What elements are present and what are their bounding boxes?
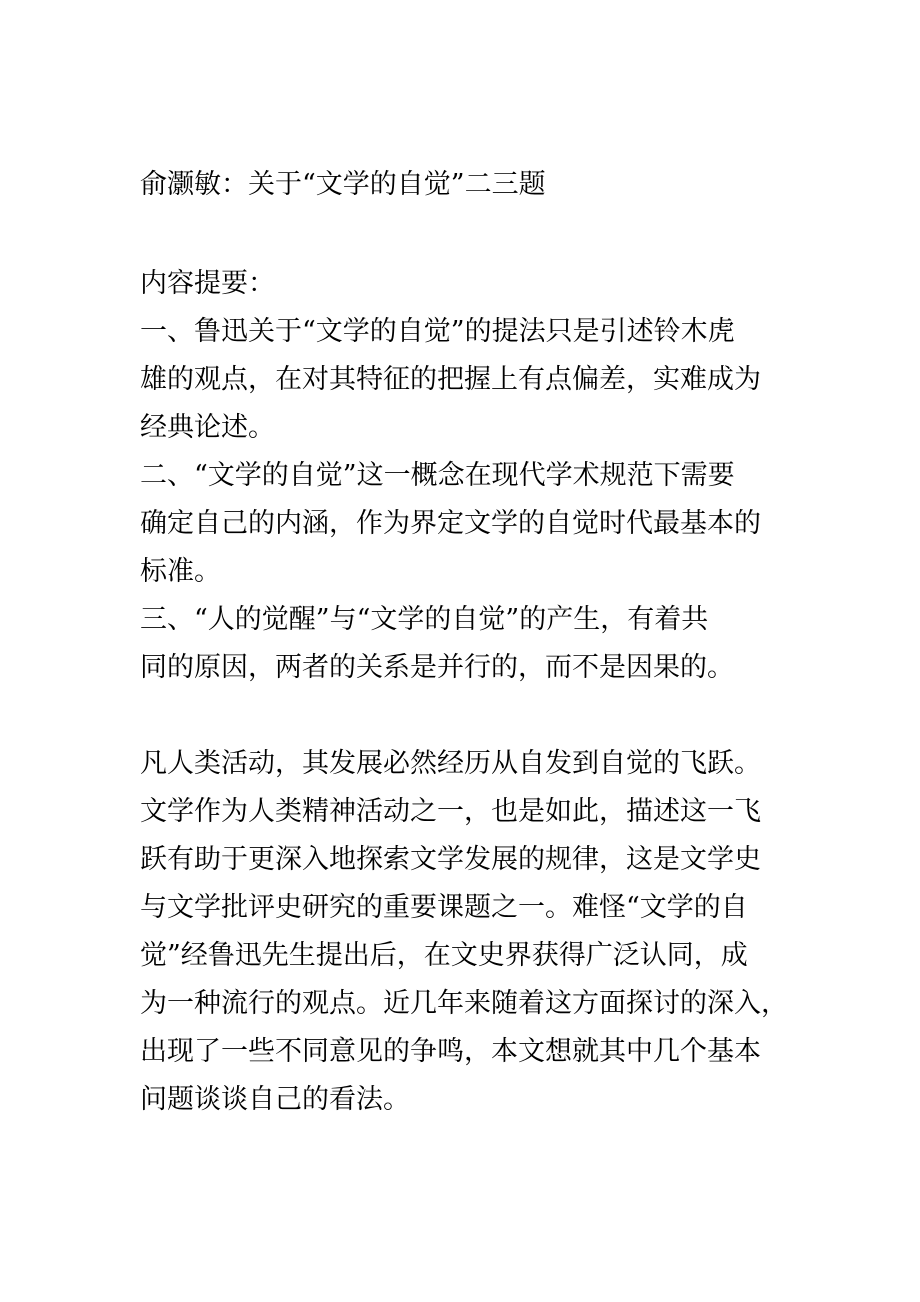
- body-line: 跃有助于更深入地探索文学发展的规律，这是文学史: [140, 844, 761, 875]
- abstract-line: 标准。: [140, 556, 221, 587]
- abstract-section: [140, 308, 761, 692]
- abstract-line: 经典论述。: [140, 412, 275, 443]
- body-line: 凡人类活动，其发展必然经历从自发到自觉的飞跃。: [140, 748, 761, 779]
- abstract-line: 二、“文学的自觉”这一概念在现代学术规范下需要: [140, 460, 735, 491]
- body-line: 问题谈谈自己的看法。: [140, 1084, 410, 1115]
- body-line: 文学作为人类精神活动之一，也是如此，描述这一飞: [140, 796, 761, 827]
- abstract-line: 同的原因，两者的关系是并行的，而不是因果的。: [140, 652, 734, 683]
- abstract-line: 一、鲁迅关于“文学的自觉”的提法只是引述铃木虎: [140, 316, 735, 347]
- body-line: 觉”经鲁迅先生提出后，在文史界获得广泛认同，成: [140, 940, 748, 971]
- document-title: 俞灏敏：关于“文学的自觉”二三题: [140, 169, 546, 200]
- abstract-line: 雄的观点，在对其特征的把握上有点偏差，实难成为: [140, 364, 761, 395]
- body-line: 为一种流行的观点。近几年来随着这方面探讨的深入，: [140, 988, 788, 1019]
- body-line: 与文学批评史研究的重要课题之一。难怪“文学的自: [140, 892, 748, 923]
- body-line: 出现了一些不同意见的争鸣，本文想就其中几个基本: [140, 1036, 761, 1067]
- body-paragraph: [140, 740, 788, 1124]
- abstract-line: 三、“人的觉醒”与“文学的自觉”的产生，有着共: [140, 604, 709, 635]
- abstract-label: 内容提要：: [140, 268, 275, 299]
- abstract-line: 确定自己的内涵，作为界定文学的自觉时代最基本的: [140, 508, 761, 539]
